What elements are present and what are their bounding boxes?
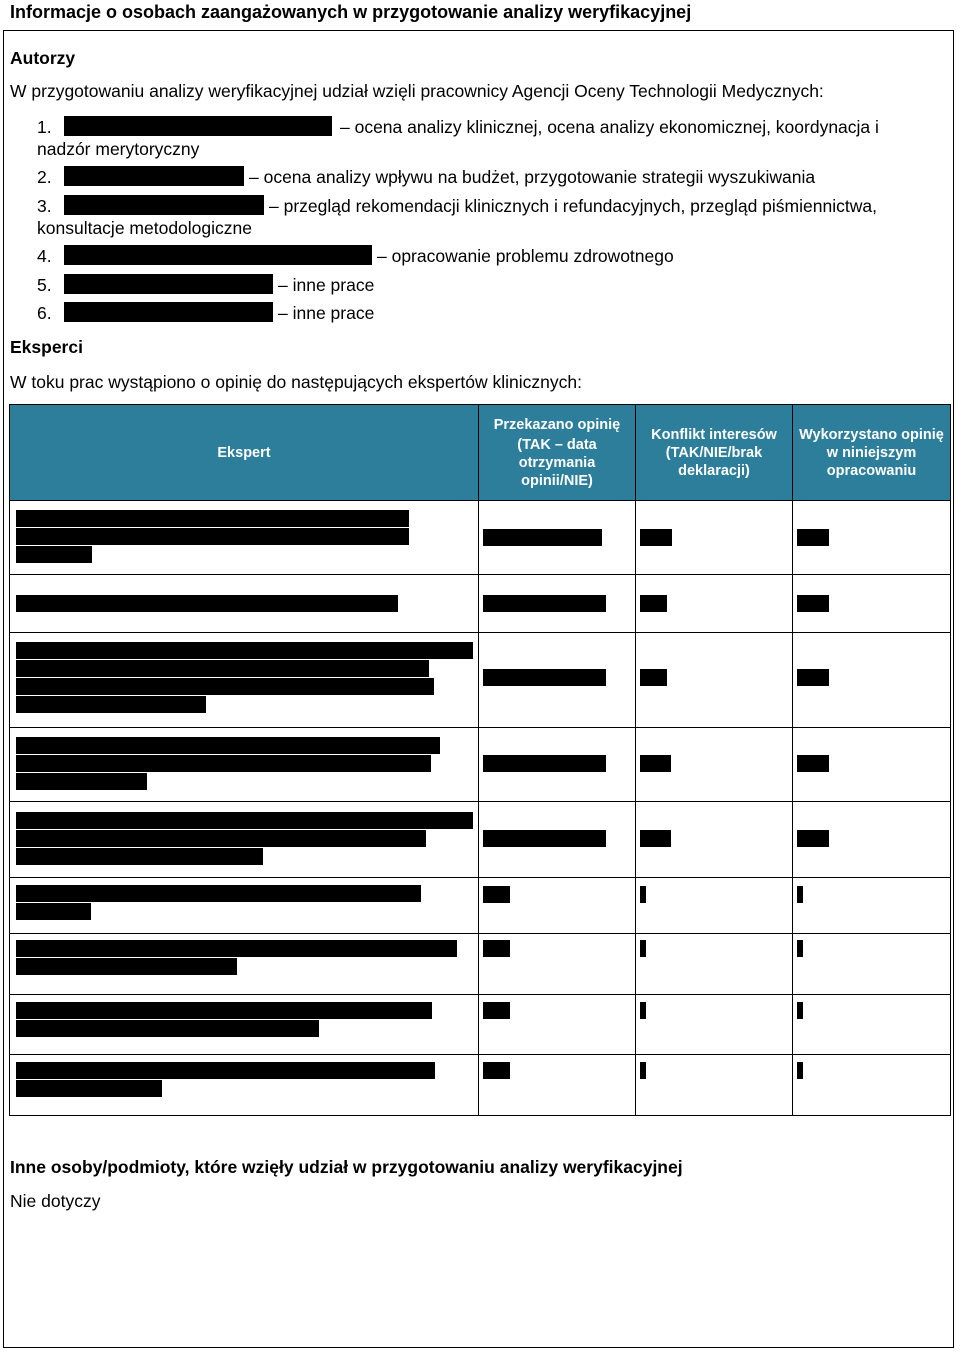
author-4-number: 4. [37, 246, 52, 266]
author-1-role-cont: nadzór merytoryczny [37, 139, 200, 159]
table-row [10, 575, 951, 633]
redacted-value [640, 830, 671, 847]
redacted-expert [16, 660, 429, 677]
author-1-role: – ocena analizy klinicznej, ocena analizy ekonomicznej, koordynacja i [340, 117, 879, 137]
redacted-value [483, 830, 606, 847]
author-2-role: – ocena analizy wpływu na budżet, przygotowanie strategii wyszukiwania [249, 167, 816, 187]
redacted-value [797, 529, 829, 546]
table-row [10, 802, 951, 878]
redacted-value [483, 669, 606, 686]
redacted-value [483, 595, 606, 612]
redacted-expert [16, 848, 263, 865]
redacted-value [483, 755, 606, 772]
redacted-expert [16, 528, 409, 545]
others-heading: Inne osoby/podmioty, które wzięły udział w przygotowaniu analizy weryfikacyjnej [10, 1157, 683, 1177]
table-row [10, 995, 951, 1055]
redacted-expert [16, 595, 398, 612]
header-opinion [479, 405, 636, 501]
author-4-role: – opracowanie problemu zdrowotnego [377, 246, 674, 266]
author-6-role: – inne prace [278, 303, 375, 323]
redacted-value [640, 1002, 646, 1019]
redacted-expert [16, 958, 237, 975]
redacted-expert [16, 678, 434, 695]
redacted-value [797, 595, 829, 612]
redacted-value [640, 1062, 646, 1079]
redacted-expert [16, 812, 473, 829]
header-expert: Ekspert [10, 405, 479, 501]
redacted-expert [16, 773, 147, 790]
redacted-expert [16, 830, 426, 847]
header-used: Wykorzystano opinię w niniejszym opracowaniu [793, 405, 951, 501]
header-opinion-sub: (TAK – data otrzymania opinii/NIE) [517, 436, 597, 489]
redacted-value [797, 1062, 803, 1079]
redacted-value [483, 1062, 510, 1079]
redacted-value [483, 940, 510, 957]
redacted-expert [16, 903, 91, 920]
redacted-name [64, 116, 332, 136]
redacted-expert [16, 1002, 432, 1019]
redacted-name [64, 166, 244, 186]
redacted-value [797, 1002, 803, 1019]
redacted-name [64, 245, 372, 265]
header-conflict: Konflikt interesów (TAK/NIE/brak deklaracji) [636, 405, 793, 501]
redacted-value [640, 529, 672, 546]
table-row [10, 633, 951, 728]
header-opinion-label: Przekazano opinię [493, 416, 621, 433]
redacted-value [797, 886, 803, 903]
table-row [10, 728, 951, 802]
redacted-value [640, 940, 646, 957]
redacted-name [64, 274, 273, 294]
author-2-number: 2. [37, 167, 52, 187]
table-row [10, 934, 951, 995]
redacted-expert [16, 696, 206, 713]
redacted-expert [16, 1080, 162, 1097]
authors-intro: W przygotowaniu analizy weryfikacyjnej udział wzięli pracownicy Agencji Oceny Technologii Medycznych: [10, 81, 824, 101]
redacted-expert [16, 737, 440, 754]
redacted-name [64, 195, 264, 215]
redacted-expert [16, 510, 409, 527]
others-value: Nie dotyczy [10, 1191, 101, 1211]
redacted-value [797, 940, 803, 957]
redacted-value [640, 595, 667, 612]
redacted-expert [16, 755, 431, 772]
redacted-expert [16, 1062, 435, 1079]
redacted-value [483, 886, 510, 903]
redacted-expert [16, 940, 457, 957]
page-title: Informacje o osobach zaangażowanych w przygotowanie analizy weryfikacyjnej [10, 2, 692, 22]
redacted-value [640, 755, 671, 772]
table-header-row [10, 405, 951, 501]
redacted-value [640, 669, 667, 686]
redacted-value [797, 669, 829, 686]
author-3-role: – przegląd rekomendacji klinicznych i refundacyjnych, przegląd piśmiennictwa, [269, 196, 877, 216]
author-5-role: – inne prace [278, 275, 375, 295]
redacted-expert [16, 1020, 319, 1037]
redacted-value [483, 529, 602, 546]
experts-heading: Eksperci [10, 337, 83, 357]
author-1-number: 1. [37, 117, 52, 137]
author-6-number: 6. [37, 303, 52, 323]
table-row [10, 1055, 951, 1116]
redacted-expert [16, 642, 473, 659]
author-3-number: 3. [37, 196, 52, 216]
experts-table [9, 404, 951, 1116]
redacted-value [797, 755, 829, 772]
table-row [10, 501, 951, 575]
table-row [10, 878, 951, 934]
experts-intro: W toku prac wystąpiono o opinię do następujących ekspertów klinicznych: [10, 372, 582, 392]
redacted-value [483, 1002, 510, 1019]
author-3-role-cont: konsultacje metodologiczne [37, 218, 252, 238]
redacted-expert [16, 546, 92, 563]
author-5-number: 5. [37, 275, 52, 295]
redacted-value [797, 830, 829, 847]
redacted-value [640, 886, 646, 903]
redacted-expert [16, 885, 421, 902]
redacted-name [64, 302, 273, 322]
authors-heading: Autorzy [10, 48, 76, 68]
